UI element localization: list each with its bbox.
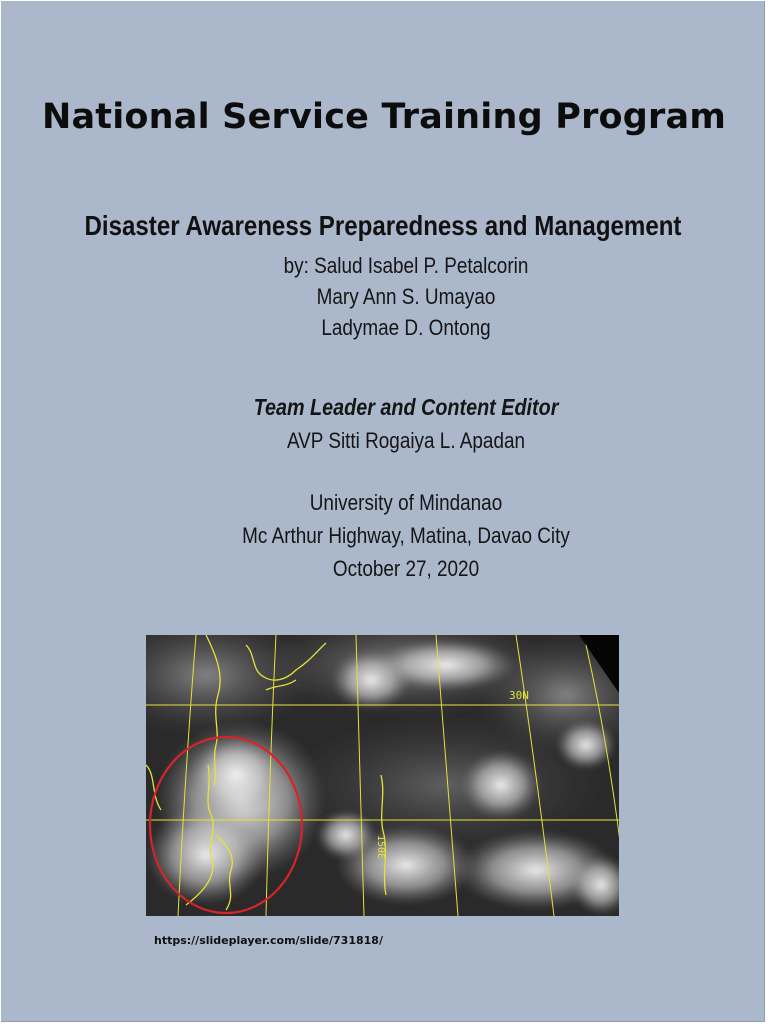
editor-name: AVP Sitti Rogaiya L. Apadan <box>286 428 526 453</box>
publication-date: October 27, 2020 <box>332 556 480 581</box>
author-line-2: Mary Ann S. Umayao <box>316 284 496 309</box>
latitude-label: 30N <box>509 689 529 702</box>
document-page <box>1 1 765 1022</box>
satellite-typhoon-image <box>146 635 619 916</box>
longitude-label: 150E <box>375 835 386 860</box>
author-line-1: by: Salud Isabel P. Petalcorin <box>283 253 529 278</box>
institution-address: Mc Arthur Highway, Matina, Davao City <box>242 523 570 548</box>
editor-role: Team Leader and Content Editor <box>253 394 559 420</box>
institution-name: University of Mindanao <box>309 490 503 515</box>
program-title: National Service Training Program <box>41 97 727 137</box>
module-title: Disaster Awareness Preparedness and Management <box>84 210 682 241</box>
satellite-image-graphic <box>146 635 619 916</box>
image-source-credit: https://slideplayer.com/slide/731818/ <box>154 934 383 947</box>
author-line-3: Ladymae D. Ontong <box>321 315 491 340</box>
